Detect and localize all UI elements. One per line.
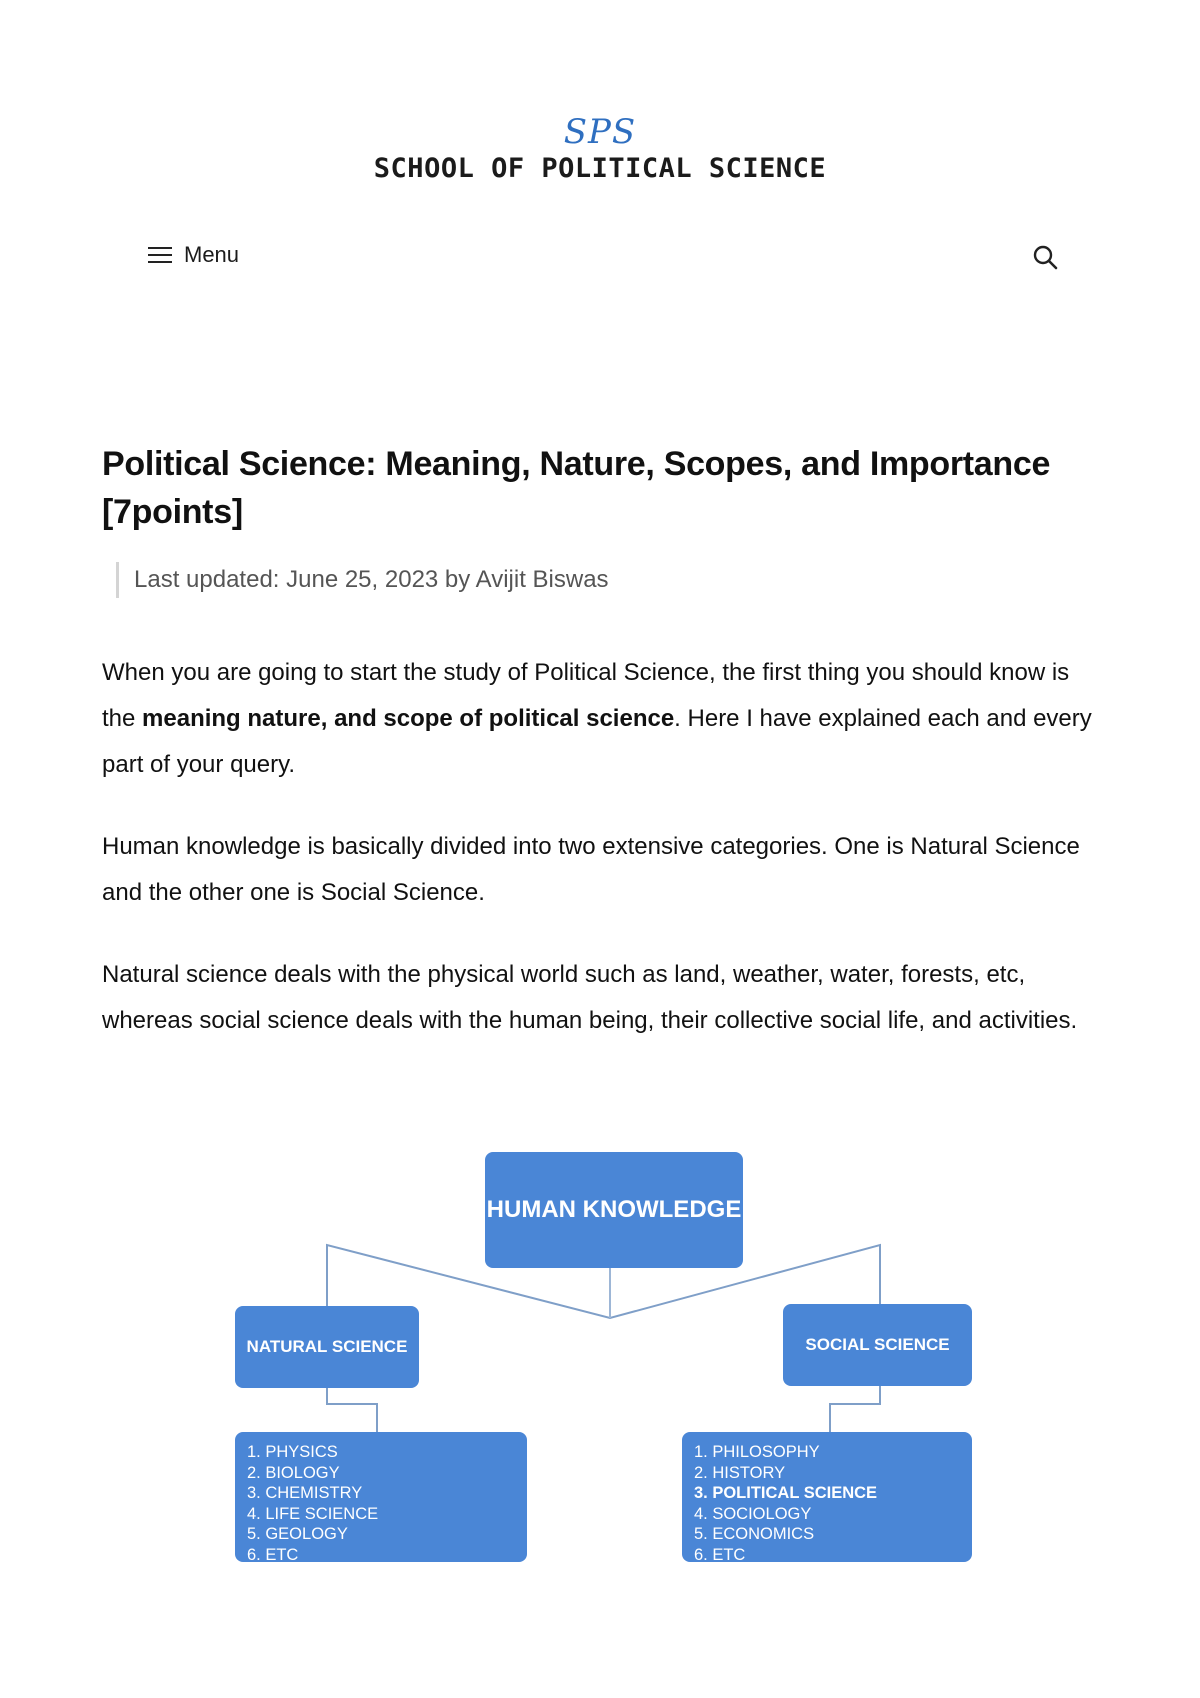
site-logo[interactable]: [0, 112, 1200, 186]
human-knowledge-diagram: [220, 1140, 980, 1580]
paragraph-knowledge: Human knowledge is basically divided into two extensive categories. One is Natural Science and the other one is Social Science.: [102, 833, 1080, 906]
post-date-link[interactable]: June 25, 2023: [286, 566, 439, 593]
list-item: 5. ECONOMICS: [694, 1525, 815, 1543]
intro-text-after: . Here I have explained each and every part of your query.: [102, 705, 1092, 778]
list-item: 6. ETC: [694, 1545, 746, 1564]
intro-bold-phrase: meaning nature, and scope of political science: [142, 705, 675, 732]
paragraph-natural-science: Natural science deals with the physical world such as land, weather, water, forests, etc, whereas social science deals with the human being, their collective social life, and activities.: [102, 961, 1078, 1034]
list-item: 5. GEOLOGY: [247, 1525, 348, 1543]
article: [102, 440, 1102, 1080]
human-knowledge-box: HUMAN KNOWLEDGE: [485, 1152, 743, 1268]
intro-text-before: When you are going to start the study of Political Science, the first thing you should know is the: [102, 659, 1070, 732]
main-navigation: [148, 242, 1058, 278]
list-item: 6. ETC: [247, 1545, 299, 1564]
post-meta: [116, 562, 1102, 598]
social-science-list: [682, 1432, 972, 1562]
article-content: [102, 650, 1102, 1044]
list-item: 2. HISTORY: [694, 1463, 786, 1482]
hamburger-icon: [148, 246, 172, 264]
intro-paragraph: [102, 650, 1102, 788]
list-item: 4. LIFE SCIENCE: [247, 1504, 379, 1523]
list-item-highlighted: 3. POLITICAL SCIENCE: [694, 1484, 878, 1502]
social-science-box: SOCIAL SCIENCE: [783, 1304, 972, 1386]
list-item: 4. SOCIOLOGY: [694, 1504, 812, 1523]
list-item: 3. CHEMISTRY: [247, 1484, 363, 1502]
site-title: SCHOOL OF POLITICAL SCIENCE: [373, 153, 827, 184]
meta-by: by: [438, 566, 476, 593]
natural-science-box: NATURAL SCIENCE: [235, 1306, 419, 1388]
menu-toggle-button[interactable]: [148, 242, 239, 268]
list-item: 1. PHYSICS: [247, 1443, 338, 1461]
meta-prefix: Last updated:: [134, 566, 287, 593]
page-title: Political Science: Meaning, Nature, Scopes, and Importance [7points]: [102, 445, 1051, 531]
menu-label: Menu: [184, 242, 240, 267]
list-item: 2. BIOLOGY: [247, 1463, 340, 1482]
search-button[interactable]: [1032, 244, 1058, 275]
natural-science-list: [235, 1432, 527, 1562]
search-icon: [1032, 244, 1058, 270]
author-link[interactable]: Avijit Biswas: [475, 566, 609, 593]
logo-mark: SPS: [563, 112, 637, 152]
list-item: 1. PHILOSOPHY: [694, 1443, 820, 1461]
